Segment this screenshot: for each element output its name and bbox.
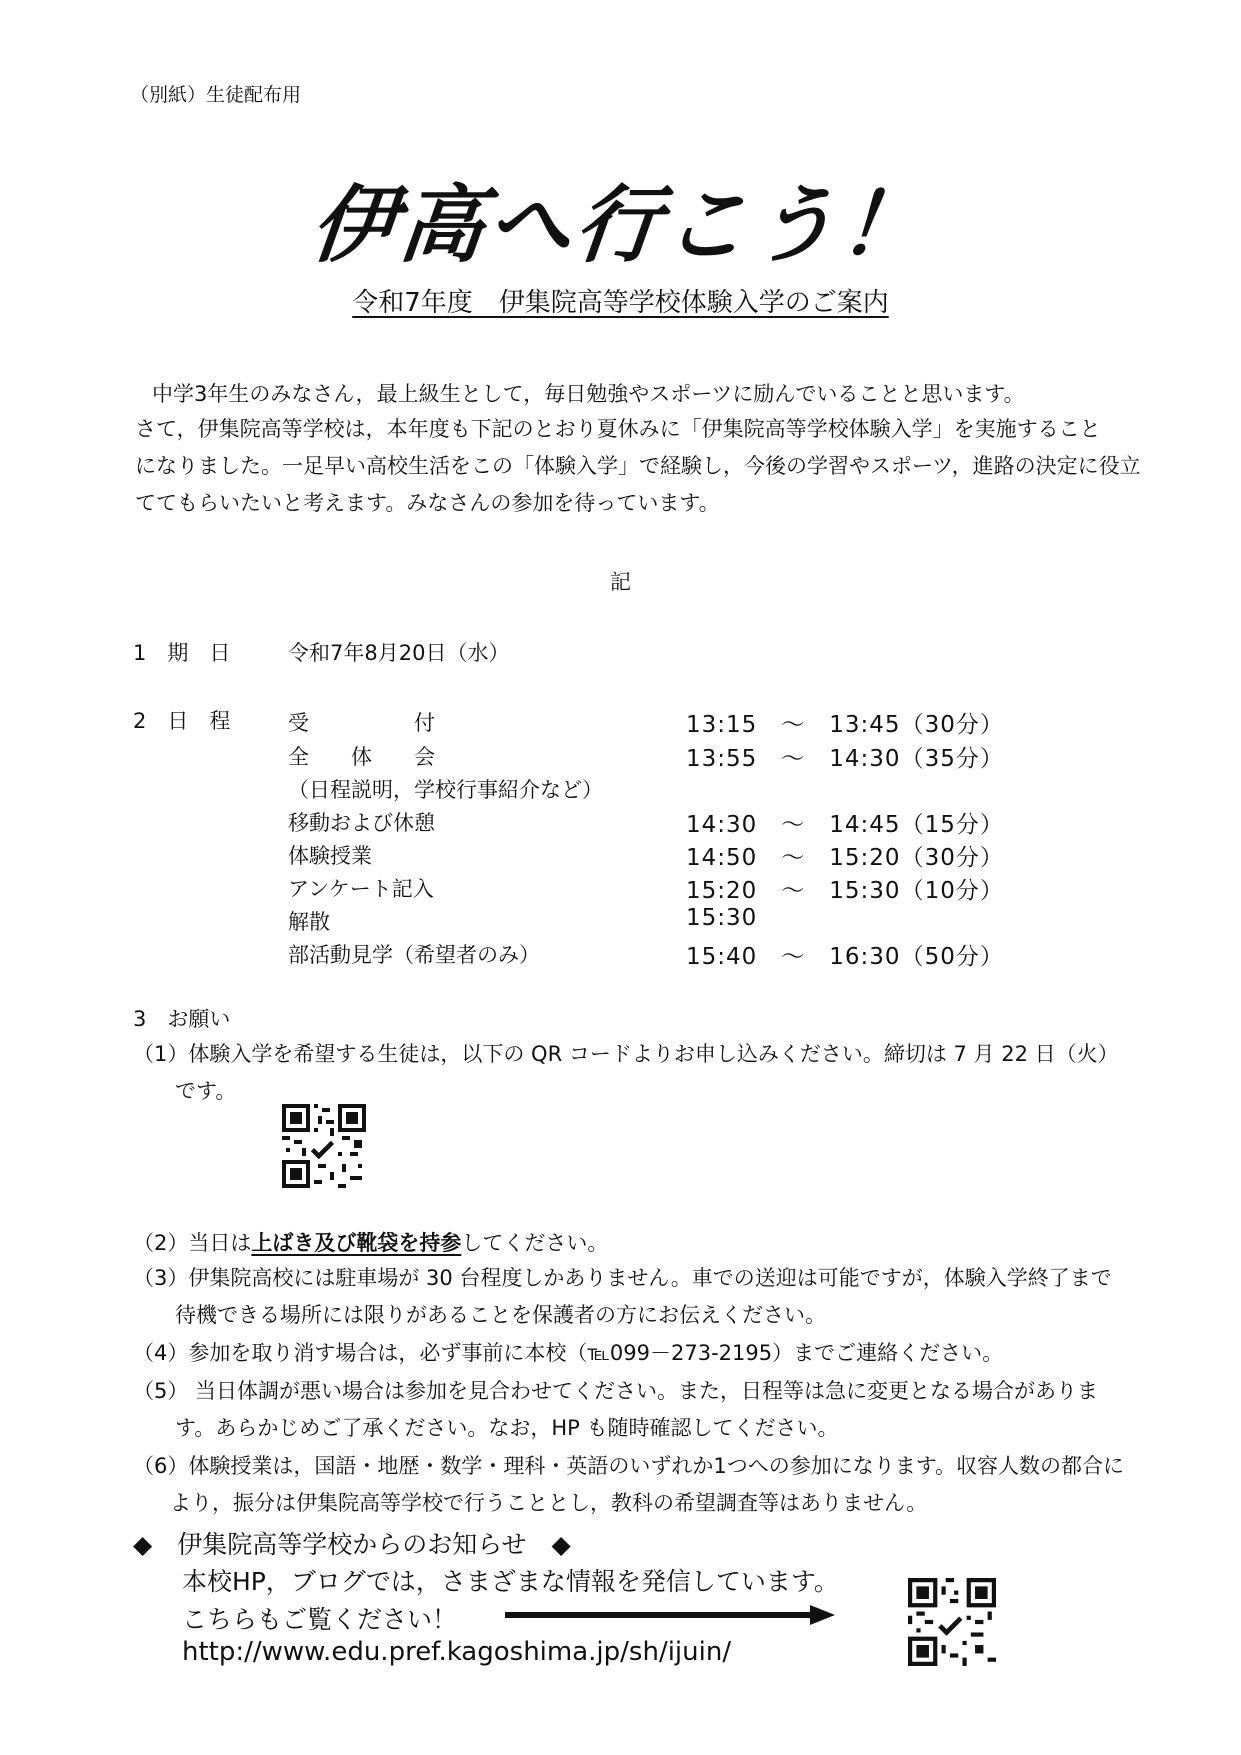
schedule-item: 受 付	[288, 711, 435, 735]
requests-heading: 3 お願い	[133, 1007, 231, 1031]
request-6-cont: より，振分は伊集院高等学校で行うこととし，教科の希望調査等はありません。	[170, 1491, 928, 1515]
intro-line-1: 中学3年生のみなさん，最上級生として，毎日勉強やスポーツに励んでいることと思います。	[152, 382, 1025, 406]
schedule-time: 14:30 ～ 14:45（15分）	[686, 812, 1004, 838]
request-6: （6）体験授業は，国語・地歴・数学・理科・英語のいずれか1つへの参加になります。収容人数の都合に	[133, 1454, 1125, 1478]
schedule-item: 全 体 会	[288, 745, 435, 769]
distribution-note: （別紙）生徒配布用	[130, 84, 302, 106]
info-line-1: 本校HP，ブログでは，さまざまな情報を発信しています。	[182, 1567, 839, 1596]
request-5: （5） 当日体調が悪い場合は参加を見合わせてください。また，日程等は急に変更となる場合がありま	[133, 1379, 1099, 1403]
schedule-item: 体験授業	[288, 844, 372, 868]
schedule-time: 15:30	[686, 905, 758, 931]
schedule-label: 2 日 程	[133, 709, 231, 733]
qr-code-icon[interactable]	[908, 1578, 996, 1666]
request-2: （2）当日は上ばき及び靴袋を持参してください。	[133, 1231, 609, 1255]
qr-code-icon[interactable]	[282, 1104, 366, 1188]
subtitle: 令和7年度 伊集院高等学校体験入学のご案内	[352, 288, 889, 318]
schedule-time: 14:50 ～ 15:20（30分）	[686, 845, 1004, 871]
schedule-item: 解散	[288, 910, 330, 934]
ki-heading: 記	[610, 570, 631, 594]
schedule-time: 13:55 ～ 14:30（35分）	[686, 746, 1004, 772]
request-5-cont: す。あらかじめご了承ください。なお，HP も随時確認してください。	[175, 1416, 839, 1440]
schedule-time: 15:40 ～ 16:30（50分）	[686, 944, 1004, 970]
schedule-time: 15:20 ～ 15:30（10分）	[686, 878, 1004, 904]
schedule-item: （日程説明，学校行事紹介など）	[288, 778, 603, 802]
request-4: （4）参加を取り消す場合は，必ず事前に本校（℡099－273-2195）までご連絡ください。	[133, 1341, 1004, 1365]
request-1-cont: です。	[175, 1079, 237, 1103]
intro-line-4: ててもらいたいと考えます。みなさんの参加を待っています。	[135, 491, 720, 515]
schedule-item: 部活動見学（希望者のみ）	[288, 943, 540, 967]
intro-line-3: になりました。一足早い高校生活をこの「体験入学」で経験し，今後の学習やスポーツ，進路の決定に役立	[135, 454, 1141, 478]
schedule-item: アンケート記入	[288, 877, 434, 901]
date-value: 令和7年8月20日（水）	[288, 641, 510, 665]
school-url-link[interactable]: http://www.edu.pref.kagoshima.jp/sh/ijuin/	[182, 1637, 732, 1667]
date-label: 1 期 日	[133, 641, 231, 665]
schedule-item: 移動および休憩	[288, 811, 435, 835]
arrow-right-icon	[505, 1605, 835, 1625]
page-title: 伊高へ行こう！	[306, 176, 933, 274]
intro-line-2: さて，伊集院高等学校は，本年度も下記のとおり夏休みに「伊集院高等学校体験入学」を実施すること	[135, 417, 1101, 441]
request-3: （3）伊集院高校には駐車場が 30 台程度しかありません。車での送迎は可能ですが，体験入学終了まで	[133, 1266, 1112, 1290]
request-3-cont: 待機できる場所には限りがあることを保護者の方にお伝えください。	[175, 1303, 826, 1327]
info-line-2: こちらもご覧ください！	[182, 1605, 458, 1634]
info-heading: ◆ 伊集院高等学校からのお知らせ ◆	[133, 1530, 571, 1559]
schedule-time: 13:15 ～ 13:45（30分）	[686, 712, 1004, 738]
bring-shoes-emphasis: 上ばき及び靴袋を持参	[251, 1231, 462, 1255]
request-1: （1）体験入学を希望する生徒は，以下の QR コードよりお申し込みください。締切は 7 月 22 日（火）	[133, 1042, 1119, 1066]
